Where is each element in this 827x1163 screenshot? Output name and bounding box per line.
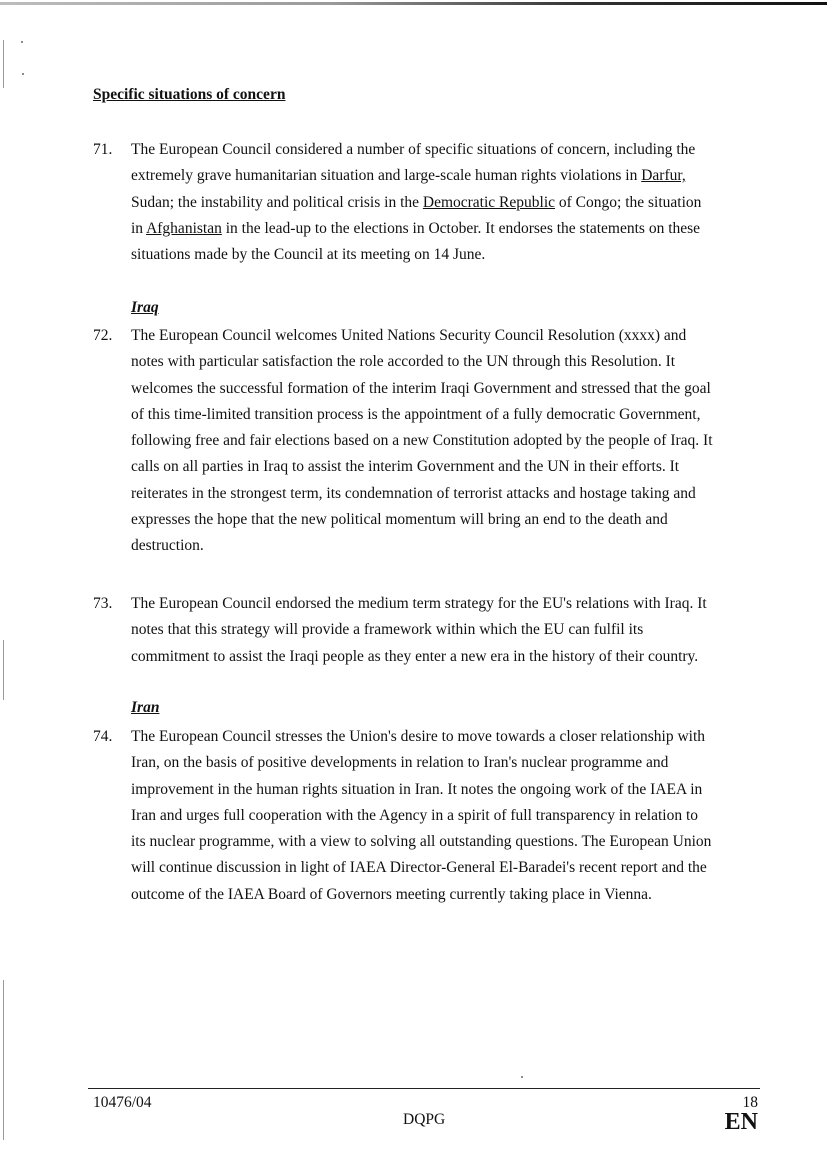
scan-edge — [3, 980, 4, 1140]
scan-mark — [22, 73, 24, 75]
paragraph-line: The European Council welcomes United Nations Security Council Resolution (xxxx) and — [131, 327, 687, 344]
paragraph-number: 72. — [93, 327, 113, 344]
paragraph-line: The European Council endorsed the medium term strategy for the EU's relations with Iraq. It — [131, 595, 707, 612]
paragraph-line: notes that this strategy will provide a framework within which the EU can fulfil its — [131, 621, 644, 639]
paragraph-line: situations made by the Council at its meeting on 14 June. — [131, 246, 486, 264]
place-name-afghanistan: Afghanistan — [146, 219, 222, 237]
paragraph-line: welcomes the successful formation of the interim Iraqi Government and stressed that the goal — [131, 379, 711, 397]
section-heading: Specific situations of concern — [93, 86, 286, 103]
paragraph-line: will continue discussion in light of IAEA Director-General El-Baradei's recent report and the — [131, 859, 707, 877]
paragraph-line: extremely grave humanitarian situation and large-scale human rights violations in Darfur, — [131, 167, 686, 185]
scan-edge — [3, 40, 4, 88]
scan-mark — [21, 41, 23, 43]
paragraph-line: notes with particular satisfaction the role accorded to the UN through this Resolution. It — [131, 353, 676, 371]
paragraph-line: Sudan; the instability and political crisis in the Democratic Republic of Congo; the situation — [131, 193, 702, 211]
language-code: EN — [724, 1109, 758, 1135]
paragraph-line: its nuclear programme, with a view to solving all outstanding questions. The European Union — [131, 833, 712, 851]
paragraph-74 — [131, 724, 761, 908]
paragraph-line: Iran, on the basis of positive developments in relation to Iran's nuclear programme and — [131, 754, 669, 772]
paragraph-line: outcome of the IAEA Board of Governors meeting currently taking place in Vienna. — [131, 885, 652, 903]
paragraph-line: destruction. — [131, 537, 204, 555]
department-code: DQPG — [403, 1111, 446, 1128]
document-reference: 10476/04 — [93, 1094, 152, 1111]
paragraph-number: 74. — [93, 728, 113, 745]
subheading-iraq: Iraq — [131, 299, 159, 316]
paragraph-72 — [131, 323, 761, 560]
paragraph-line: commitment to assist the Iraqi people as they enter a new era in the history of their country. — [131, 647, 699, 665]
place-name-drc: Democratic Republic — [422, 193, 556, 211]
subheading-iran: Iran — [131, 699, 160, 716]
paragraph-line: in Afghanistan in the lead-up to the elections in October. It endorses the statements on these — [131, 219, 701, 237]
scan-edge — [3, 640, 4, 700]
page-number: 18 — [742, 1094, 758, 1111]
paragraph-73 — [131, 591, 761, 670]
paragraph-71 — [131, 137, 761, 268]
paragraph-line: expresses the hope that the new political momentum will bring an end to the death and — [131, 511, 668, 529]
paragraph-line: following free and fair elections based on a new Constitution adopted by the people of Iraq. It — [131, 432, 713, 450]
paragraph-line: Iran and urges full cooperation with the Agency in a spirit of full transparency in relation to — [131, 806, 699, 824]
paragraph-line: reiterates in the strongest term, its condemnation of terrorist attacks and hostage taking and — [131, 484, 696, 502]
paragraph-line: of this time-limited transition process is the appointment of a fully democratic Government, — [131, 405, 701, 423]
footer-rule — [88, 1088, 760, 1089]
paragraph-number: 73. — [93, 595, 113, 612]
paragraph-number: 71. — [93, 141, 113, 158]
place-name-darfur: Darfur, — [641, 167, 686, 185]
top-rule — [0, 2, 827, 5]
paragraph-line: The European Council considered a number of specific situations of concern, including the — [131, 141, 696, 158]
paragraph-line: calls on all parties in Iraq to assist the interim Government and the UN in their efforts. It — [131, 458, 680, 476]
scan-mark — [521, 1076, 523, 1078]
paragraph-line: improvement in the human rights situation in Iran. It notes the ongoing work of the IAEA in — [131, 780, 703, 798]
paragraph-line: The European Council stresses the Union's desire to move towards a closer relationship with — [131, 728, 706, 745]
